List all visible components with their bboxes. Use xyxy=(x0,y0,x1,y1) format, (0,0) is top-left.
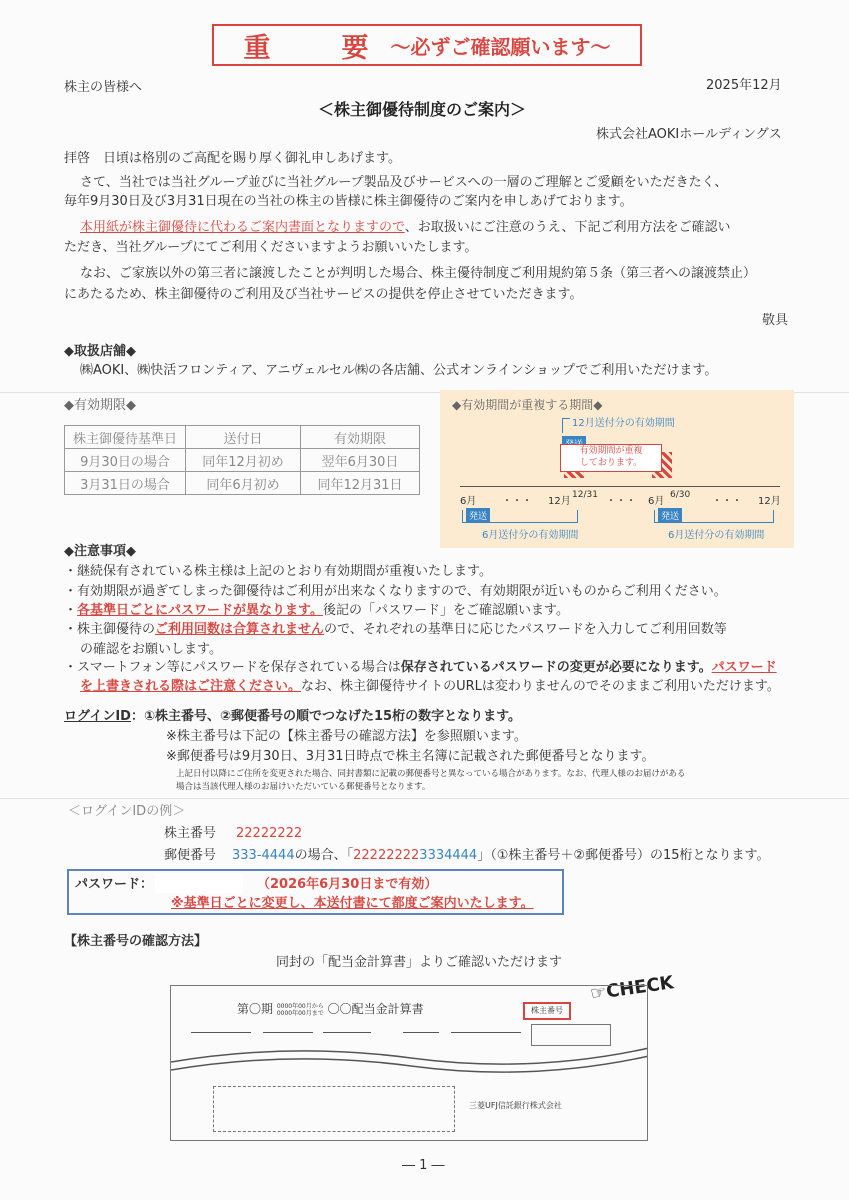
login-id-line xyxy=(64,707,521,726)
statement-line xyxy=(323,1032,371,1033)
note-highlight: を上書きされる際はご注意ください。 xyxy=(80,679,302,694)
table-cell: 同年6月初め xyxy=(186,472,301,495)
note-item xyxy=(64,620,727,639)
check-label: CHECK xyxy=(604,972,675,1003)
validity-heading: ◆有効期限◆ xyxy=(64,398,136,413)
statement-title xyxy=(237,1000,424,1019)
document-title: ＜株主御優待制度のご案内＞ xyxy=(318,100,527,119)
example-text: 」（①株主番号＋②郵便番号）の15桁となります。 xyxy=(477,848,770,863)
dividend-statement-sample xyxy=(170,985,648,1141)
jun-period-bracket-a xyxy=(462,510,578,523)
example-shareholder-value: 22222222 xyxy=(236,826,303,841)
example-text: の場合、「 xyxy=(294,848,354,863)
table-cell: 翌年6月30日 xyxy=(301,449,420,472)
password-label: パスワード： xyxy=(75,877,154,892)
overlap-note xyxy=(560,444,662,472)
jun-period-bracket-b xyxy=(654,510,774,523)
note-text: なお、株主御優待サイトのURLは変わりませんのでそのままご利用いただけます。 xyxy=(301,679,780,694)
stores-text: ㈱AOKI、㈱快活フロンティア、アニヴェルセル㈱の各店舗、公式オンラインショップでご利用いただけます。 xyxy=(80,363,718,378)
password-note: ※基準日ごとに変更し、本送付書にて都度ご案内いたします。 xyxy=(171,896,534,911)
timeline-axis xyxy=(460,486,780,487)
statement-line xyxy=(263,1032,313,1033)
table-row xyxy=(65,472,420,495)
greeting: 拝啓 日頃は格別のご高配を賜り厚く御礼申しあげます。 xyxy=(64,151,401,166)
login-small-note: 上記日付以降にご住所を変更された場合、同封書類に記載の郵便番号と異なっている場合があります。なお、代理人様のお届けがある xyxy=(176,769,686,779)
letter-paragraph-2-line1: さて、当社では当社グループ並びに当社グループ製品及びサービスへの一層のご理解とご愛顧をいただきたく、 xyxy=(80,175,728,190)
table-cell: 9月30日の場合 xyxy=(65,449,186,472)
letter-paragraph-3-rest: 、お取扱いにご注意のうえ、下記ご利用方法をご確認い xyxy=(404,220,731,235)
overlap-heading: ◆有効期間が重複する期間◆ xyxy=(452,398,603,412)
note-bold: 保存されているパスワードの変更が必要になります。 xyxy=(400,660,712,675)
statement-line xyxy=(191,1032,251,1033)
timeline-label: 6月 xyxy=(648,496,665,507)
login-note: ※株主番号は下記の【株主番号の確認方法】を参照願います。 xyxy=(166,729,527,744)
timeline-label: 12月 xyxy=(548,496,571,507)
bank-name: 三菱UFJ信託銀行株式会社 xyxy=(469,1101,562,1110)
note-item-cont xyxy=(80,677,780,696)
statement-period-to: 0000年00月まで xyxy=(276,1009,324,1017)
login-id-desc: ：①株主番号、②郵便番号の順でつなげた15桁の数字となります。 xyxy=(130,709,522,724)
table-header: 株主御優待基準日 xyxy=(65,426,186,449)
closing: 敬具 xyxy=(762,313,789,328)
timeline-label: 6/30 xyxy=(670,490,691,500)
note-item: ・有効期限が過ぎてしまった御優待はご利用が出来なくなりますので、有効期限が近いものからご利用ください。 xyxy=(64,584,727,599)
table-cell: 3月31日の場合 xyxy=(65,472,186,495)
table-header-row xyxy=(65,426,420,449)
important-title: 重 要 xyxy=(243,32,391,64)
login-small-note: 場合は当該代理人様のお届けいただいている郵便番号となります。 xyxy=(176,782,431,792)
note-text: ・株主御優待の xyxy=(64,622,156,637)
overlap-note-line2: しております。 xyxy=(579,458,643,468)
note-bullet: ・ xyxy=(64,603,78,618)
timeline-label: ・・・ xyxy=(502,496,532,507)
statement-period xyxy=(277,1003,324,1017)
password-masked-field xyxy=(155,873,243,893)
addressee: 株主の皆様へ xyxy=(64,80,143,95)
note-text: ので、それぞれの基準日に応じたパスワードを入力してご利用回数等 xyxy=(324,622,727,637)
timeline-label: ・・・ xyxy=(712,496,742,507)
issue-date: 2025年12月 xyxy=(706,78,782,93)
notice-highlight: 本用紙が株主御優待に代わるご案内書面となりますので xyxy=(80,220,405,235)
tear-wave xyxy=(171,1036,648,1076)
stores-heading: ◆取扱店舗◆ xyxy=(64,344,136,359)
timeline-label: ・・・ xyxy=(606,496,636,507)
statement-period-number: 第〇期 xyxy=(237,1002,274,1016)
example-combined-postal: 3334444 xyxy=(419,848,478,863)
note-item xyxy=(64,658,777,677)
jun-period-label-b: 6月送付分の有効期間 xyxy=(668,530,765,541)
note-highlight: 各基準日ごとにパスワードが異なります。 xyxy=(77,603,323,618)
example-heading: ＜ログインIDの例＞ xyxy=(68,804,186,819)
letter-paragraph-4-line1: なお、ご家族以外の第三者に譲渡したことが判明した場合、株主優待制度ご利用規約第５条（第三者への譲渡禁止） xyxy=(80,266,757,281)
table-cell: 同年12月初め xyxy=(186,449,301,472)
letter-paragraph-2-line2: 毎年9月30日及び3月31日現在の当社の株主の皆様に株主御優待のご案内を申しあげております。 xyxy=(64,194,633,209)
overlap-note-line1: 有効期間が重複 xyxy=(579,446,643,456)
letter-paragraph-4-line2: にあたるため、株主御優待のご利用及び当社サービスの提供を停止させていただきます。 xyxy=(64,287,583,302)
table-header: 送付日 xyxy=(186,426,301,449)
letter-paragraph-3-line1 xyxy=(80,218,731,237)
company-name: 株式会社AOKIホールディングス xyxy=(596,127,782,142)
timeline-label: 6月 xyxy=(460,496,477,507)
password-validity: （2026年6月30日まで有効） xyxy=(257,877,438,892)
notes-heading: ◆注意事項◆ xyxy=(64,544,136,559)
important-title-box xyxy=(212,24,642,66)
letter-paragraph-3-line2: ただき、当社グループにてご利用くださいますようお願いいたします。 xyxy=(64,240,478,255)
note-highlight: ご利用回数は合算されません xyxy=(155,622,325,637)
note-rest: 後記の「パスワード」をご確認願います。 xyxy=(322,603,569,618)
example-postal-label: 郵便番号 xyxy=(164,848,217,863)
table-header: 有効期限 xyxy=(301,426,420,449)
statement-line xyxy=(451,1032,521,1033)
password-box xyxy=(67,869,564,915)
timeline-label: 12/31 xyxy=(572,490,598,500)
example-combined-shareholder: 22222222 xyxy=(353,848,420,863)
table-row xyxy=(65,449,420,472)
example-postal-line xyxy=(164,846,770,865)
note-item xyxy=(64,601,569,620)
note-text: ・スマートフォン等にパスワードを保存されている場合は xyxy=(64,660,401,675)
note-item-cont: の確認をお願いします。 xyxy=(80,642,222,657)
send-tag-jun: 発送 xyxy=(466,508,490,523)
statement-name: 〇〇配当金計算書 xyxy=(327,1002,424,1016)
page-number: ― 1 ― xyxy=(402,1158,445,1173)
statement-line xyxy=(403,1032,439,1033)
address-window xyxy=(213,1086,455,1132)
pointing-hand-icon: ☞ xyxy=(588,981,608,1005)
confirm-heading: 【株主番号の確認方法】 xyxy=(64,934,208,949)
table-cell: 同年12月31日 xyxy=(301,472,420,495)
example-shareholder-label: 株主番号 xyxy=(164,826,217,841)
validity-table xyxy=(64,425,420,495)
shareholder-number-field-label: 株主番号 xyxy=(523,1002,571,1020)
login-id-label: ログインID xyxy=(64,709,131,724)
paper-fold xyxy=(0,798,849,799)
jun-period-label-a: 6月送付分の有効期間 xyxy=(482,530,579,541)
important-subtitle: 〜必ずご確認願います〜 xyxy=(390,34,611,59)
send-tag-jun-2: 発送 xyxy=(658,508,682,523)
example-postal-value: 333-4444 xyxy=(232,848,295,863)
dec-period-label: 12月送付分の有効期間 xyxy=(570,414,677,433)
note-item: ・継続保有されている株主様は上記のとおり有効期間が重複いたします。 xyxy=(64,564,492,579)
timeline-label: 12月 xyxy=(758,496,781,507)
note-highlight: パスワード xyxy=(711,660,777,675)
confirm-desc: 同封の「配当金計算書」よりご確認いただけます xyxy=(276,955,563,970)
login-note: ※郵便番号は9月30日、3月31日時点で株主名簿に記載された郵便番号となります。 xyxy=(166,749,655,764)
statement-period-from: 0000年00月から xyxy=(276,1002,324,1010)
overlap-diagram xyxy=(440,390,794,548)
